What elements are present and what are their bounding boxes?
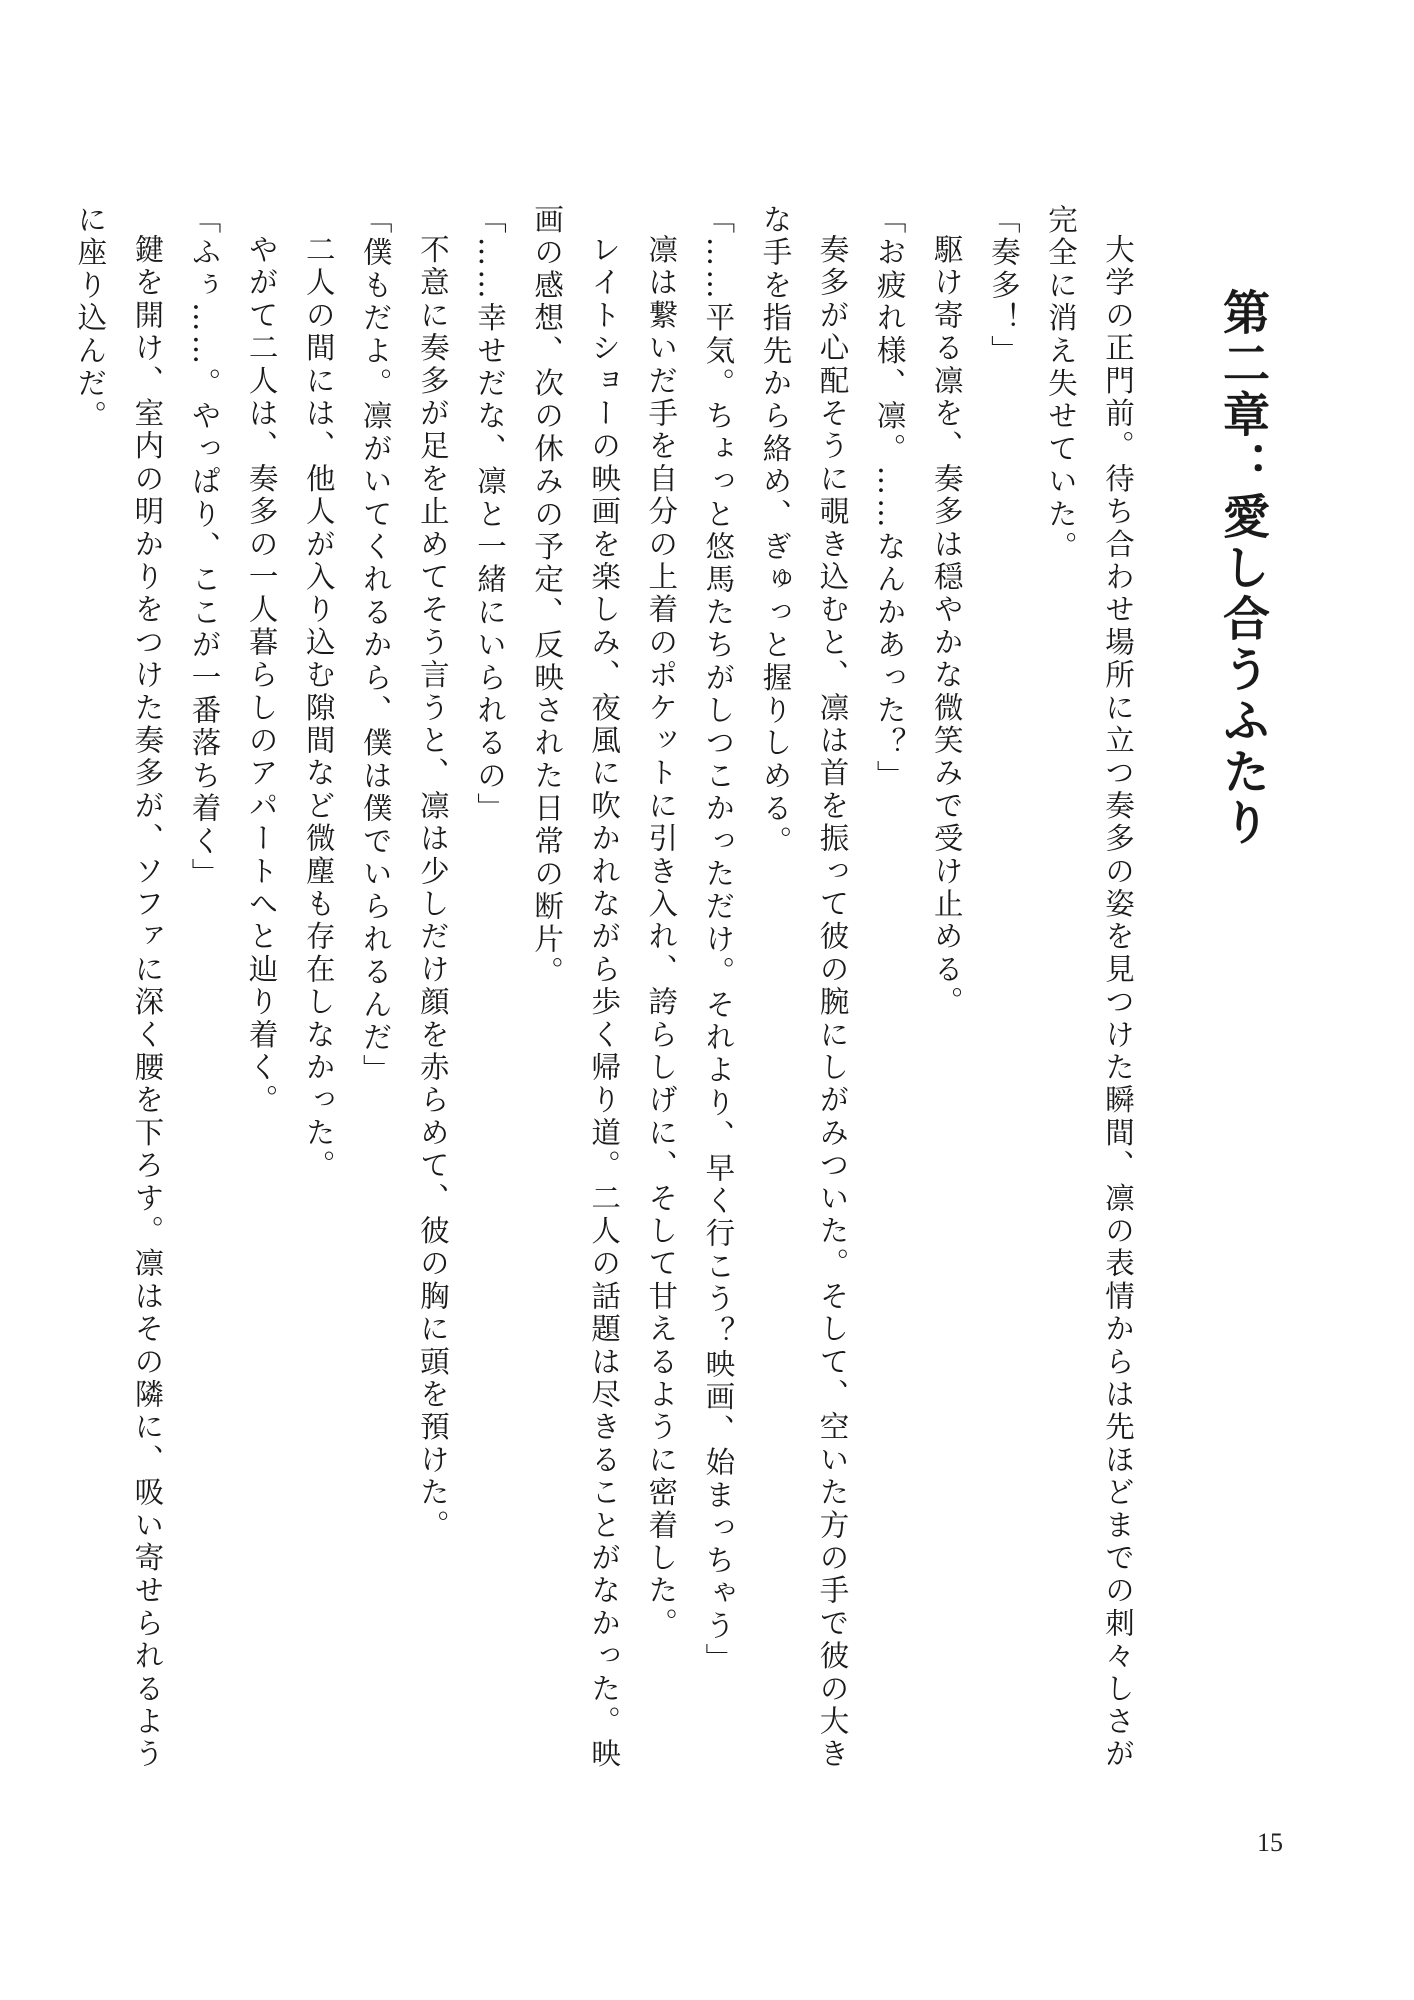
paragraph: 駆け寄る凛を、奏多は穏やかな微笑みで受け止める。 [929,233,964,1019]
paragraph: 「僕もだよ。凛がいてくれるから、僕は僕でいられるんだ」 [358,204,393,1087]
paragraph: 不意に奏多が足を止めてそう言うと、凛は少しだけ顔を赤らめて、彼の胸に頭を預けた。 [415,233,450,1542]
paragraph: 「……平気。ちょっと悠馬たちがしつこかっただけ。それより、早く行こう？映画、始まっちゃう」 [701,204,736,1676]
chapter-title: 第二章：愛し合うふたり [1215,288,1270,849]
paragraph: 奏多が心配そうに覗き込むと、凛は首を振って彼の腕にしがみついた。そして、空いた方の手で彼の大きな手を指先から絡め、ぎゅっと握りしめる。 [758,204,850,1771]
page-number: 15 [1257,1828,1283,1857]
paragraph: 大学の正門前。待ち合わせ場所に立つ奏多の姿を見つけた瞬間、凛の表情からは先ほどまでの刺々しさが完全に消え失せていた。 [1043,204,1135,1771]
paragraph: 「お疲れ様、凛。……なんかあった？」 [872,204,907,793]
paragraph: 「ふぅ……。やっぱり、ここが一番落ち着く」 [187,204,222,891]
paragraph: やがて二人は、奏多の一人暮らしのアパートへと辿り着く。 [244,233,279,1117]
paragraph: 「……幸せだな、凛と一緒にいられるの」 [472,204,507,826]
paragraph: レイトショーの映画を楽しみ、夜風に吹かれながら歩く帰り道。二人の話題は尽きることがなかった。映画の感想、次の休みの予定、反映された日常の断片。 [530,204,622,1771]
paragraph: 「奏多！」 [986,204,1021,368]
paragraph: 鍵を開け、室内の明かりをつけた奏多が、ソファに深く腰を下ろす。凛はその隣に、吸い寄せられるように座り込んだ。 [73,204,165,1771]
body-text [61,204,1146,1784]
paragraph: 二人の間には、他人が入り込む隙間など微塵も存在しなかった。 [301,233,336,1182]
paragraph: 凛は繋いだ手を自分の上着のポケットに引き入れ、誇らしげに、そして甘えるように密着した。 [644,233,679,1640]
